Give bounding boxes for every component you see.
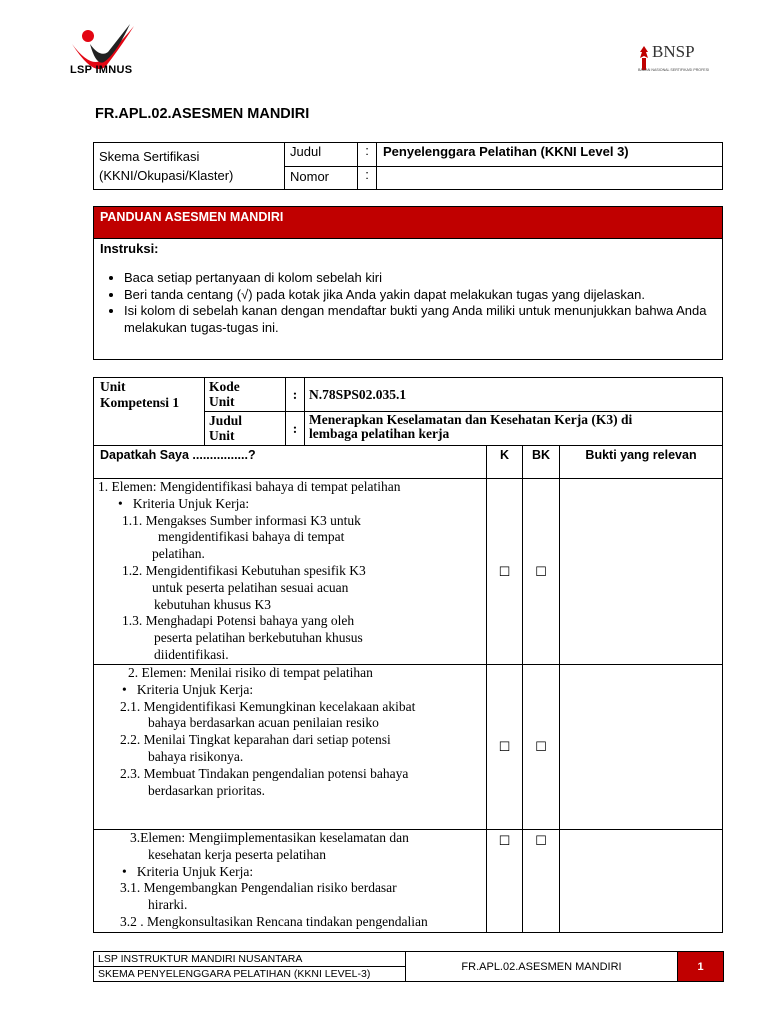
instruksi-item: • Isi kolom di sebelah kanan dengan mendaftar bukti yang Anda miliki untuk menunjukkan bahwa Anda melakukan tugas-tugas ini. — [124, 303, 716, 336]
judul-colon: : — [365, 143, 369, 158]
question-header: Dapatkah Saya ................? — [100, 448, 256, 462]
judul-unit-colon-cell — [286, 412, 305, 446]
element-2-kuk-label: • Kriteria Unjuk Kerja: — [122, 681, 254, 697]
element-3-bk-checkbox[interactable]: ☐ — [535, 834, 547, 849]
element-1-bk-cell — [523, 479, 560, 665]
element-1-kuk-3: 1.3. Menghadapi Potensi bahaya yang oleh — [122, 613, 355, 629]
element-2-cell — [94, 665, 487, 830]
judul-colon-cell — [358, 143, 377, 167]
element-3-bk-cell — [523, 830, 560, 933]
footer-org-cell — [94, 952, 406, 967]
element-3-kuk-1-cont: hirarki. — [148, 897, 188, 913]
element-1-kuk-3-cont: peserta pelatihan berkebutuhan khusus — [154, 630, 363, 646]
bnsp-subtext: BADAN NASIONAL SERTIFIKASI PROFESI — [638, 68, 710, 72]
schema-label-line2: (KKNI/Okupasi/Klaster) — [99, 168, 234, 183]
element-2-kuk-1-cont: bahaya berdasarkan acuan penilaian resiko — [148, 715, 379, 731]
element-1-kuk-2: 1.2. Mengidentifikasi Kebutuhan spesifik K3 — [122, 562, 366, 578]
unit-kompetensi-table — [93, 377, 723, 933]
footer-form: FR.APL.02.ASESMEN MANDIRI — [461, 960, 622, 973]
unit-label-2: Kompetensi 1 — [100, 395, 180, 410]
element-1-bukti-cell[interactable] — [560, 479, 723, 665]
kode-label-1: Kode — [209, 379, 240, 394]
element-1-kuk-1: 1.1. Mengakses Sumber informasi K3 untuk — [122, 512, 361, 528]
kode-label-cell — [205, 378, 286, 412]
bk-header: BK — [531, 448, 551, 462]
element-2-kuk-1: 2.1. Mengidentifikasi Kemungkinan kecelakaan akibat — [120, 698, 416, 714]
bk-header-cell — [523, 446, 560, 479]
bnsp-logo — [636, 42, 712, 78]
element-2-kuk-3: 2.3. Membuat Tindakan pengendalian potensi bahaya — [120, 765, 409, 781]
bukti-header-cell — [560, 446, 723, 479]
element-2-title: 2. Elemen: Menilai risiko di tempat pelatihan — [128, 665, 373, 680]
k-header: K — [499, 448, 510, 462]
element-1-kuk-3-cont: diidentifikasi. — [154, 646, 229, 662]
element-2-k-cell — [487, 665, 523, 830]
element-1-bk-checkbox[interactable]: ☐ — [535, 564, 547, 580]
element-3-k-cell — [487, 830, 523, 933]
kode-colon: : — [292, 386, 298, 402]
element-3-title: 3.Elemen: Mengiimplementasikan keselamatan dan — [130, 830, 409, 845]
element-3-cell — [94, 830, 487, 933]
element-2-bk-cell — [523, 665, 560, 830]
kode-value-cell — [305, 378, 723, 412]
page-footer — [93, 951, 724, 982]
logo-lsp-text: LSP IMNUS — [70, 64, 133, 76]
element-1-kuk-1-cont: pelatihan. — [152, 546, 205, 562]
judul-unit-value-cell — [305, 412, 723, 446]
judul-unit-label-1: Judul — [209, 413, 243, 428]
element-3-kuk-2: 3.2 . Mengkonsultasikan Rencana tindakan pengendalian — [120, 913, 428, 929]
nomor-colon-cell — [358, 166, 377, 190]
element-3-kuk-label: • Kriteria Unjuk Kerja: — [122, 863, 254, 879]
footer-skema-cell — [94, 967, 406, 982]
k-header-cell — [487, 446, 523, 479]
instruksi-item: • Baca setiap pertanyaan di kolom sebelah kiri — [124, 270, 716, 287]
question-header-cell — [94, 446, 487, 479]
footer-skema: SKEMA PENYELENGGARA PELATIHAN (KKNI LEVEL-3) — [98, 968, 371, 980]
document-title: FR.APL.02.ASESMEN MANDIRI — [95, 106, 310, 122]
element-1-cell — [94, 479, 487, 665]
element-3-bukti-cell[interactable] — [560, 830, 723, 933]
element-1-kuk-2-cont: kebutuhan khusus K3 — [154, 596, 271, 612]
element-2-kuk-3-cont: berdasarkan prioritas. — [148, 782, 265, 798]
page-number: 1 — [697, 960, 704, 973]
lsp-imnus-logo — [50, 14, 158, 84]
kode-label-2: Unit — [209, 394, 235, 409]
kode-value: N.78SPS02.035.1 — [309, 386, 407, 402]
judul-value-cell — [377, 143, 723, 167]
nomor-label-cell — [285, 166, 358, 190]
judul-unit-label-cell — [205, 412, 286, 446]
footer-org: LSP INSTRUKTUR MANDIRI NUSANTARA — [98, 953, 303, 965]
nomor-colon: : — [365, 166, 369, 182]
schema-table — [93, 142, 723, 190]
element-3-kuk-1: 3.1. Mengembangkan Pengendalian risiko berdasar — [120, 880, 397, 896]
element-2-kuk-2-cont: bahaya risikonya. — [148, 748, 244, 764]
element-1-kuk-2-cont: untuk peserta pelatihan sesuai acuan — [152, 579, 349, 595]
judul-value: Penyelenggara Pelatihan (KKNI Level 3) — [383, 144, 629, 159]
element-1-k-cell — [487, 479, 523, 665]
instruksi-list — [100, 270, 716, 336]
element-1-k-checkbox[interactable]: ☐ — [498, 564, 511, 580]
schema-label-cell — [94, 143, 285, 190]
judul-label: Judul — [290, 144, 322, 159]
element-1-title: 1. Elemen: Mengidentifikasi bahaya di tempat pelatihan — [98, 479, 401, 494]
element-3-k-checkbox[interactable]: ☐ — [498, 834, 511, 849]
instruksi-label: Instruksi: — [100, 241, 159, 256]
instruksi-item: • Beri tanda centang (√) pada kotak jika Anda yakin dapat melakukan tugas yang dijelaskan. — [124, 287, 716, 304]
footer-page-cell — [678, 952, 724, 982]
bnsp-text: BNSP — [652, 42, 695, 61]
nomor-label: Nomor — [290, 168, 330, 184]
unit-label-cell — [94, 378, 205, 446]
judul-unit-colon: : — [292, 420, 298, 436]
schema-label-line1: Skema Sertifikasi — [99, 149, 200, 164]
element-2-k-checkbox[interactable]: ☐ — [498, 740, 511, 755]
unit-label-1: Unit — [100, 379, 126, 394]
panduan-box — [93, 206, 723, 360]
element-2-bk-checkbox[interactable]: ☐ — [535, 740, 547, 755]
element-3-title-cont: kesehatan kerja peserta pelatihan — [148, 846, 327, 862]
bukti-header: Bukti yang relevan — [585, 448, 697, 462]
panduan-title: PANDUAN ASESMEN MANDIRI — [94, 207, 722, 239]
panduan-body — [94, 239, 722, 338]
element-2-bukti-cell[interactable] — [560, 665, 723, 830]
element-1-kuk-1-cont: mengidentifikasi bahaya di tempat — [158, 529, 345, 545]
footer-form-cell — [406, 952, 678, 982]
nomor-value-cell — [377, 166, 723, 190]
judul-label-cell — [285, 143, 358, 167]
element-2-kuk-2: 2.2. Menilai Tingkat keparahan dari setiap potensi — [120, 732, 391, 748]
judul-unit-label-2: Unit — [209, 428, 235, 443]
judul-unit-value-2: lembaga pelatihan kerja — [309, 426, 450, 441]
kode-colon-cell — [286, 378, 305, 412]
judul-unit-value-1: Menerapkan Keselamatan dan Kesehatan Kerja (K3) di — [309, 412, 633, 427]
element-1-kuk-label: • Kriteria Unjuk Kerja: — [118, 495, 250, 511]
